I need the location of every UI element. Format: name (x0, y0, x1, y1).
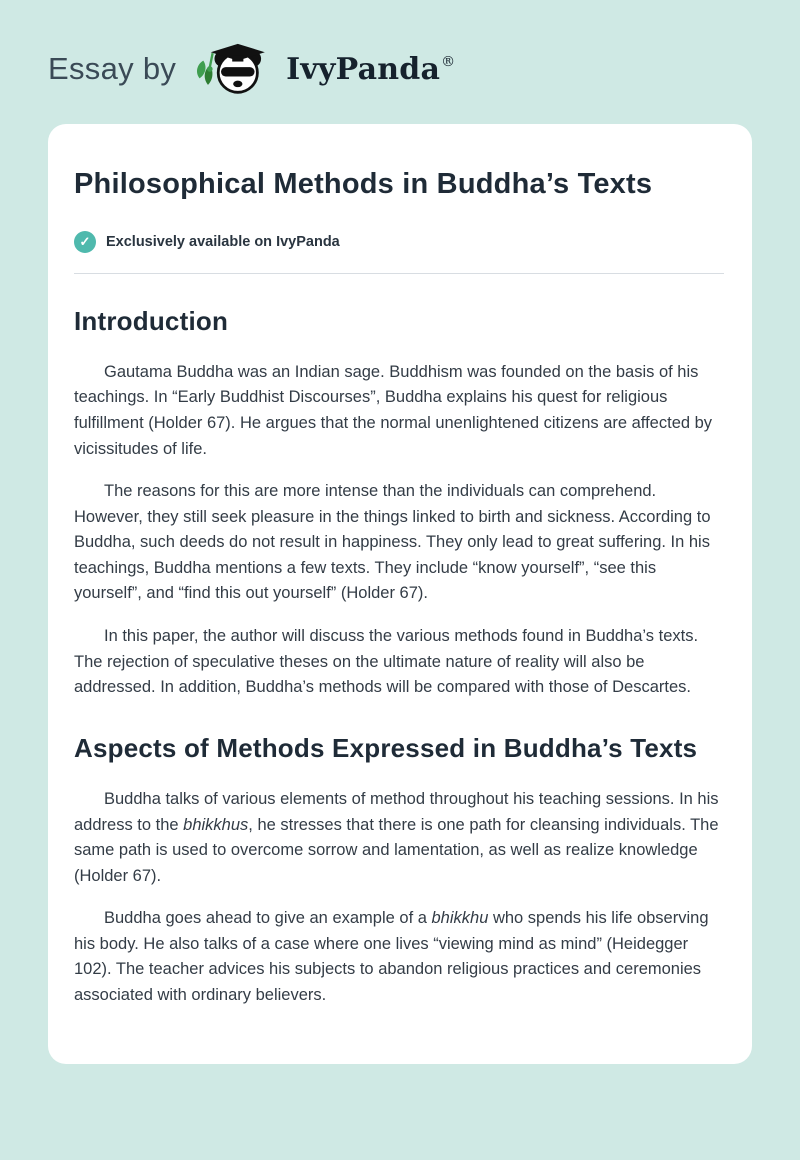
essay-title: Philosophical Methods in Buddha’s Texts (74, 168, 653, 200)
section-heading-introduction: Introduction (74, 305, 229, 336)
paragraph: Gautama Buddha was an Indian sage. Buddhism was founded on the basis of his teachings. In “Early Buddhist Discourses”, Buddha explains his quest for religious fulfillment (Holder 67). He argues that the normal unenlightened citizens are affected by vicissitudes of life. (74, 362, 713, 458)
paragraph: Buddha goes ahead to give an example of a bhikkhu who spends his life observing his body. He also talks of a case where one lives “viewing mind as mind” (Heidegger 102). The teacher advices his subjects to abandon religious practices and ceremonies associated with ordinary believers. (74, 909, 709, 1004)
paragraph: In this paper, the author will discuss the various methods found in Buddha’s texts. The rejection of speculative theses on the ultimate nature of reality will also be addressed. In addition, Buddha’s methods will be compared with those of Descartes. (74, 626, 699, 697)
paragraph: Buddha talks of various elements of method throughout his teaching sessions. In his address to the bhikkhus, he stresses that there is one path for cleansing individuals. The same path is used to overcome sorrow and lamentation, as well as realize knowledge (Holder 67). (74, 789, 719, 885)
panda-graduate-logo-icon (194, 40, 276, 98)
availability-badge (74, 231, 724, 253)
section-heading-aspects: Aspects of Methods Expressed in Buddha’s Texts (74, 732, 698, 763)
brand-text: IvyPanda (286, 51, 441, 87)
essay-card (48, 124, 752, 1064)
check-icon: ✓ (74, 231, 96, 253)
availability-label: Exclusively available on IvyPanda (106, 233, 340, 250)
section-introduction (74, 304, 724, 701)
essay-by-label: Essay by (48, 51, 177, 86)
brand-name (286, 52, 455, 87)
paragraph: The reasons for this are more intense than the individuals can comprehend. However, they still seek pleasure in the things linked to birth and sickness. According to Buddha, such deeds do not result in happiness. They only lead to great suffering. In his teachings, Buddha mentions a few texts. They include “know yourself”, “see this yourself”, and “find this out yourself” (Holder 67). (74, 482, 711, 603)
site-header (0, 0, 800, 124)
registered-mark: ® (441, 53, 456, 70)
divider (74, 273, 724, 274)
section-aspects-of-methods (74, 731, 724, 1009)
